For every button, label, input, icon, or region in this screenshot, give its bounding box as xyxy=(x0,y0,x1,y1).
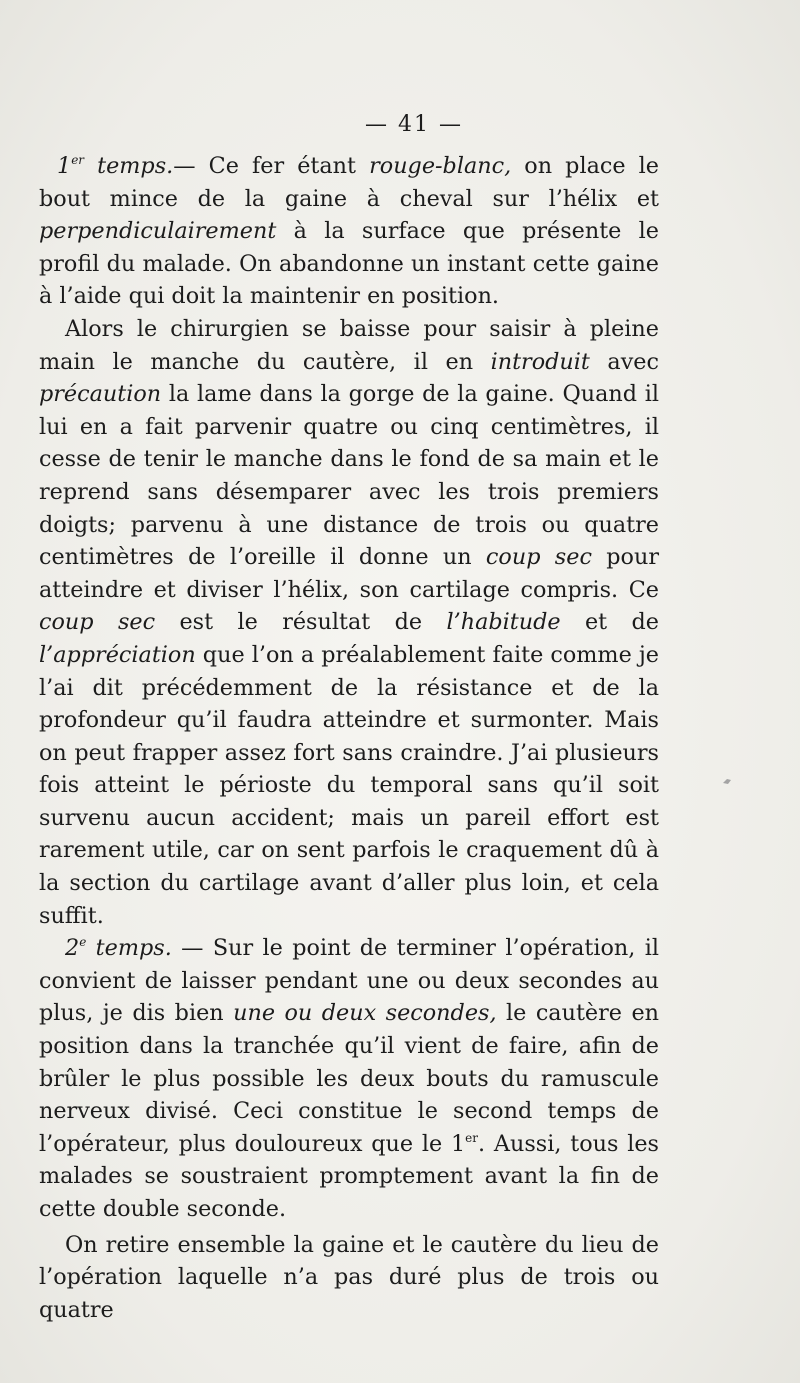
text-run: — Ce fer étant xyxy=(173,153,370,179)
step-number: 1 xyxy=(57,153,72,179)
body-text xyxy=(39,150,659,1326)
ink-speck-shape xyxy=(722,778,732,785)
paragraph-final xyxy=(39,1229,659,1327)
text-run: et de xyxy=(560,609,659,636)
step-ordinal: er xyxy=(71,153,85,167)
step-number: 2 xyxy=(65,935,80,962)
italic-run: une ou deux secondes, xyxy=(233,1000,497,1027)
step-label xyxy=(65,935,172,961)
paragraph-second-step xyxy=(39,932,659,1225)
text-run: à la surface que présente le profil du malade. On abandonne un instant cette gaine à l’aide qui doit la maintenir en position. xyxy=(39,218,659,310)
ink-speck xyxy=(722,773,732,780)
italic-run: l’habitude xyxy=(446,609,561,636)
step-label xyxy=(57,153,173,179)
text-run: On retire ensemble la gaine et le cautère du lieu de l’opération laquelle n’a pas duré plus de trois ou quatre xyxy=(39,1231,659,1323)
italic-run: précaution xyxy=(39,381,162,408)
text-run: . Aussi, tous les malades se soustraient promptement avant la fin de cette double seconde. xyxy=(39,1130,659,1222)
paragraph-first-step xyxy=(39,150,659,313)
paragraph-surgeon xyxy=(39,313,659,932)
text-run: avec xyxy=(589,348,659,375)
text-run: Alors le chirurgien se baisse pour saisir à pleine main le manche du cautère, il en xyxy=(39,315,659,375)
italic-run: l’appréciation xyxy=(39,641,196,668)
text-run: pour atteindre et diviser l’hélix, son cartilage compris. Ce xyxy=(39,544,659,603)
text-run: — Sur le point de terminer l’opération, il convient de laisser pendant une ou deux secondes au plus, je dis bien xyxy=(39,935,659,1027)
step-word: temps. xyxy=(86,935,172,962)
italic-run: introduit xyxy=(490,348,590,375)
text-run: le cautère en position dans la tranchée qu’il vient de faire, afin de brûler le plus possible les deux bouts du ramuscule nerveux divisé. Ceci constitue le second temps de l’opérateur, plus douloureux que le 1 xyxy=(39,1000,659,1157)
step-ordinal: e xyxy=(79,935,87,950)
step-word: temps. xyxy=(84,153,174,179)
italic-run: rouge-blanc, xyxy=(369,153,512,179)
page-number: — 41 — xyxy=(365,112,463,137)
italic-run: perpendiculairement xyxy=(39,218,277,245)
text-run: la lame dans la gorge de la gaine. Quand il lui en a fait parvenir quatre ou cinq centimètres, il cesse de tenir le manche dans le fond de sa main et le reprend sans désemparer avec les trois premiers doigts; parvenu à une distance de trois ou quatre centimètres de l’oreille il donne un xyxy=(39,381,659,571)
ordinal-superscript: er xyxy=(465,1130,478,1145)
text-run: est le résultat de xyxy=(155,609,447,636)
text-run: que l’on a préalablement faite comme je l’ai dit précédemment de la résistance et de la profondeur qu’il faudra atteindre et surmonter. Mais on peut frapper assez fort sans craindre. J’ai plusieurs fois atteint le périoste du temporal sans qu’il soit survenu aucun accident; mais un pareil effort est rarement utile, car on sent parfois le craquement dû à la section du cartilage avant d’aller plus loin, et cela suffit. xyxy=(39,641,659,929)
text-run: on place le bout mince de la gaine à cheval sur l’hélix et xyxy=(39,153,659,212)
italic-run: coup sec xyxy=(485,544,592,571)
italic-run: coup sec xyxy=(39,609,156,636)
